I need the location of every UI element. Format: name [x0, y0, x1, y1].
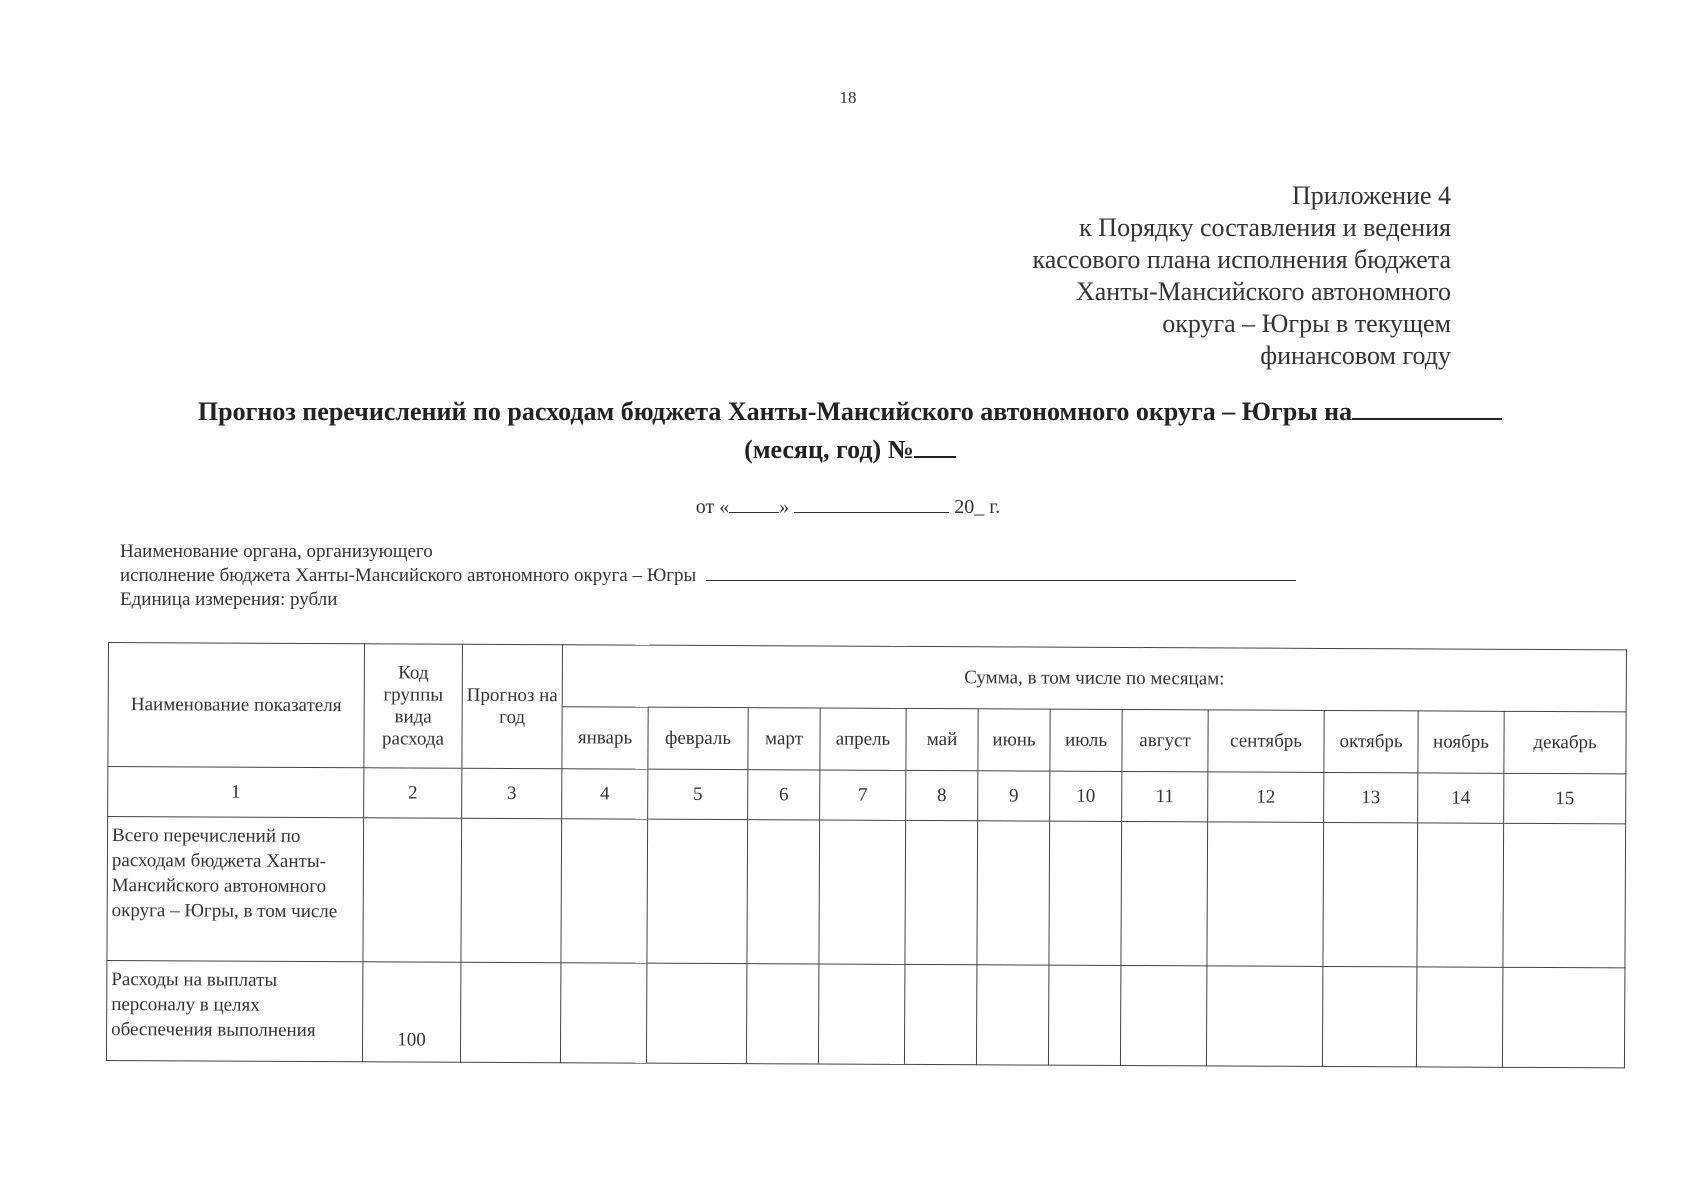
header-indicator: Наименование показателя — [108, 643, 365, 768]
appendix-line: Ханты-Мансийского автономного — [1075, 277, 1451, 306]
header-month: февраль — [648, 707, 748, 769]
header-month: август — [1122, 709, 1208, 771]
row-name: Всего перечислений по расходам бюджета Ханты-Мансийского автономного округа – Югры, в том числе — [107, 817, 364, 962]
table-cell — [1049, 821, 1122, 965]
table-cell — [747, 820, 820, 964]
date-prefix: от « — [695, 496, 730, 518]
table-cell — [1503, 823, 1626, 968]
table-cell — [819, 820, 906, 964]
table-cell — [560, 963, 646, 1063]
header-month: октябрь — [1324, 710, 1418, 772]
column-number: 2 — [364, 768, 462, 818]
table-cell — [1502, 967, 1625, 1068]
column-number-row — [108, 767, 1626, 824]
table-cell — [1207, 822, 1324, 967]
month-year-blank — [1352, 392, 1502, 420]
table-cell — [646, 963, 746, 1063]
table-cell — [976, 965, 1048, 1065]
title-line-2: (месяц, год) № — [744, 435, 914, 464]
table-cell — [561, 819, 648, 963]
org-block — [120, 540, 1296, 612]
column-number: 3 — [462, 768, 562, 818]
number-blank — [914, 430, 956, 458]
table-cell — [1121, 821, 1208, 965]
column-number: 5 — [648, 769, 748, 819]
appendix-line: Приложение 4 — [1291, 181, 1451, 210]
row-code: 100 — [362, 962, 460, 1062]
row-name: Расходы на выплаты персоналу в целях обеспечения выполнения — [106, 960, 362, 1061]
header-month: январь — [562, 707, 648, 769]
column-number: 8 — [906, 770, 978, 820]
header-month: июль — [1050, 709, 1122, 771]
table-cell — [1206, 966, 1322, 1067]
header-month: июнь — [978, 709, 1050, 771]
org-name-blank — [706, 566, 1296, 581]
appendix-line: кассового плана исполнения бюджета — [1032, 245, 1451, 274]
table-cell — [904, 964, 976, 1064]
table-cell — [1120, 965, 1206, 1065]
table-cell — [746, 964, 818, 1064]
row-code — [363, 818, 462, 962]
column-number: 15 — [1504, 773, 1626, 824]
column-number: 6 — [748, 770, 820, 820]
table-cell — [461, 818, 562, 962]
table-cell — [1048, 965, 1120, 1065]
month-blank — [794, 494, 949, 513]
column-number: 13 — [1324, 772, 1418, 822]
table-cell — [905, 820, 978, 964]
table-cell — [977, 821, 1050, 965]
table-row — [106, 960, 1625, 1067]
column-number: 11 — [1122, 771, 1208, 821]
header-forecast: Прогноз на год — [462, 644, 563, 768]
date-year: 20_ г. — [954, 496, 1001, 518]
appendix-line: округа – Югры в текущем — [1162, 309, 1451, 338]
page-number: 18 — [839, 88, 857, 107]
column-number: 4 — [562, 769, 648, 819]
table-cell — [1323, 822, 1418, 966]
date-middle: » — [779, 496, 790, 518]
header-month: март — [748, 708, 820, 770]
header-sum-by-months: Сумма, в том числе по месяцам: — [562, 645, 1626, 712]
table-cell — [1417, 823, 1504, 967]
header-month: ноябрь — [1418, 711, 1504, 773]
table-cell — [460, 962, 560, 1062]
table-cell — [647, 819, 748, 963]
table-cell — [818, 964, 904, 1064]
org-line-1: Наименование органа, организующего — [120, 541, 433, 562]
column-number: 14 — [1418, 773, 1504, 823]
appendix-block — [1032, 180, 1451, 372]
title-line-1: Прогноз перечислений по расходам бюджета Ханты-Мансийского автономного округа – Югры на — [197, 397, 1353, 426]
column-number: 9 — [978, 771, 1050, 821]
day-blank — [729, 494, 779, 513]
appendix-line: к Порядку составления и ведения — [1079, 213, 1451, 242]
forecast-table — [106, 642, 1627, 1068]
appendix-line: финансовом году — [1260, 341, 1451, 370]
table-cell — [1416, 967, 1502, 1067]
header-month: апрель — [820, 708, 906, 770]
org-line-2: исполнение бюджета Ханты-Мансийского автономного округа – Югры — [120, 565, 697, 586]
document-title — [120, 392, 1580, 468]
unit-line: Единица измерения: рубли — [120, 589, 338, 610]
table-row — [107, 817, 1626, 968]
header-month: май — [906, 708, 978, 770]
column-number: 12 — [1208, 772, 1324, 823]
column-number: 10 — [1050, 771, 1122, 821]
header-month: декабрь — [1504, 711, 1626, 774]
column-number: 7 — [820, 770, 906, 820]
header-code: Код группы вида расхода — [364, 644, 463, 768]
column-number: 1 — [108, 767, 364, 818]
header-month: сентябрь — [1208, 710, 1324, 773]
date-line — [0, 494, 1696, 519]
table-cell — [1322, 966, 1416, 1066]
